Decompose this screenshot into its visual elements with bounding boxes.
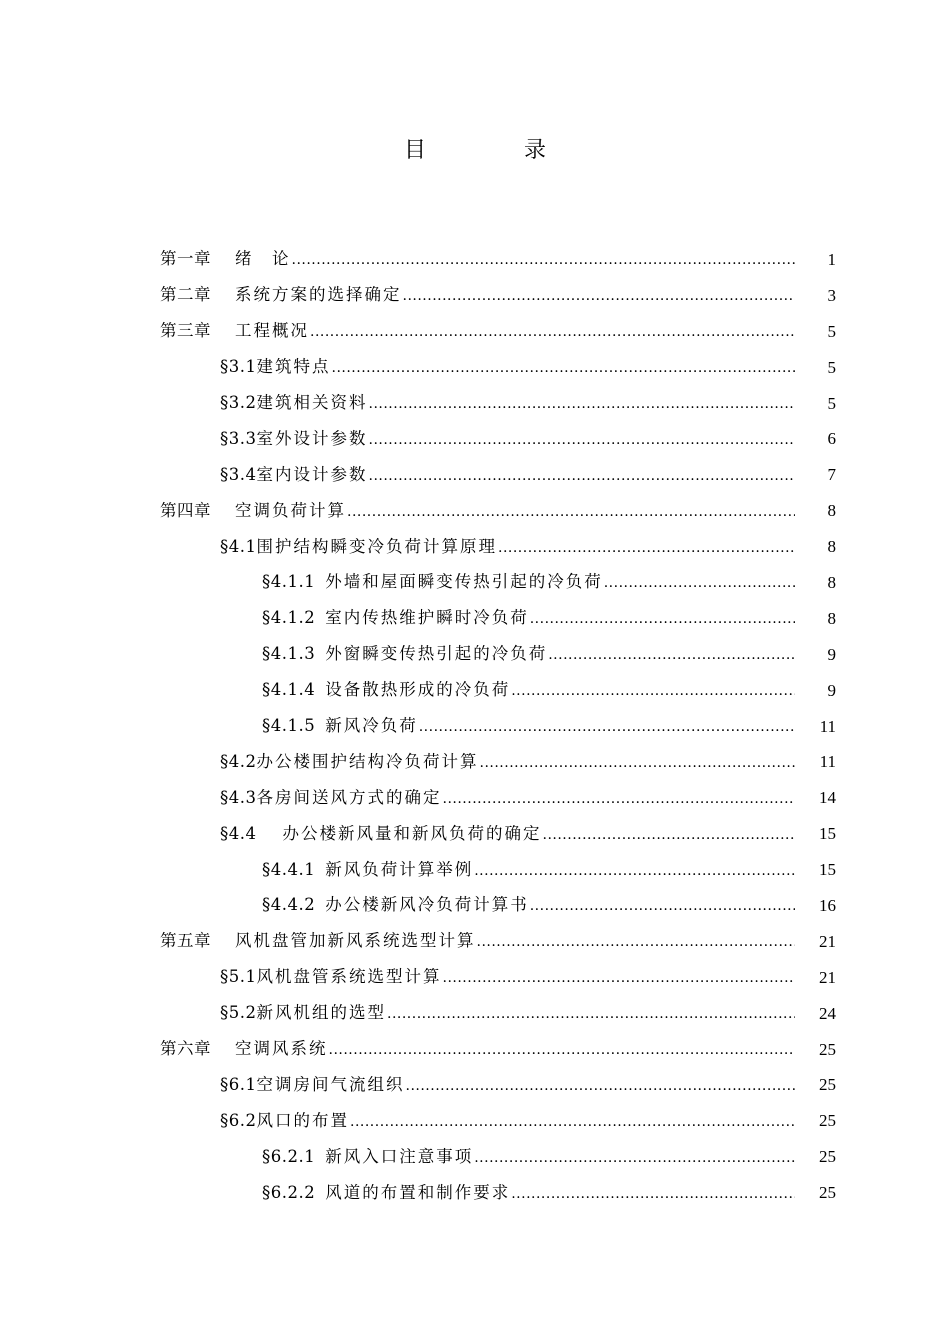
toc-entry-page-number: 3 [827, 285, 836, 305]
toc-entry-number: §4.1.5 [262, 716, 316, 736]
toc-entry-number: §4.4.1 [262, 859, 316, 879]
toc-entry-text [160, 680, 795, 701]
toc-entry-label: 绪 论 [235, 249, 291, 269]
dot-leader [443, 968, 796, 988]
toc-entry-page-number: 8 [827, 572, 836, 592]
dot-leader [369, 466, 796, 486]
toc-entry-text [160, 608, 795, 629]
toc-entry-label: 新风入口注意事项 [325, 1146, 474, 1166]
toc-entry[interactable] [160, 421, 836, 457]
toc-entry-page-number: 25 [819, 1183, 836, 1203]
toc-entry-page-number: 25 [819, 1147, 836, 1167]
toc-entry[interactable] [160, 1175, 836, 1211]
toc-entry-label: 室内设计参数 [256, 464, 368, 484]
toc-entry-text [160, 465, 795, 486]
dot-leader [474, 1148, 795, 1168]
toc-entry-page-number: 1 [827, 249, 836, 269]
toc-entry[interactable] [160, 924, 836, 960]
toc-entry-label: 各房间送风方式的确定 [256, 787, 442, 807]
toc-entry-number: §4.4.2 [262, 895, 316, 915]
toc-entry-label: 空调房间气流组织 [256, 1074, 405, 1094]
toc-entry-text [160, 393, 795, 414]
toc-entry[interactable] [160, 350, 836, 386]
dot-leader [406, 1076, 796, 1096]
toc-entry[interactable] [160, 673, 836, 709]
toc-entry-label: 办公楼新风冷负荷计算书 [325, 895, 529, 915]
toc-entry-number: §4.3 [220, 787, 257, 807]
dot-leader [347, 502, 795, 522]
toc-entry-label: 风机盘管加新风系统选型计算 [235, 931, 476, 951]
dot-leader [332, 358, 796, 378]
toc-entry-page-number: 9 [827, 644, 836, 664]
toc-entry-text [160, 285, 795, 306]
dot-leader [477, 932, 796, 952]
toc-entry-number: §6.1 [220, 1074, 257, 1094]
toc-entry-number: §3.4 [220, 464, 257, 484]
toc-entry-label: 新风机组的选型 [256, 1003, 386, 1023]
dot-leader [387, 1004, 795, 1024]
toc-entry-page-number: 9 [827, 680, 836, 700]
toc-entry-label: 办公楼围护结构冷负荷计算 [256, 751, 479, 771]
toc-entry-number: 第四章 [160, 500, 211, 520]
toc-entry-number: §4.1.4 [262, 680, 316, 700]
toc-entry[interactable] [160, 1139, 836, 1175]
toc-entry-label: 办公楼新风量和新风负荷的确定 [282, 823, 542, 843]
toc-entry-number: §4.4 [220, 823, 257, 843]
dot-leader [530, 896, 795, 916]
dot-leader [292, 250, 796, 270]
toc-entry-label: 外窗瞬变传热引起的冷负荷 [325, 644, 548, 664]
toc-entry-text [160, 1147, 795, 1168]
toc-entry-number: 第三章 [160, 321, 211, 341]
toc-entry-label: 室外设计参数 [256, 428, 368, 448]
toc-entry-text [160, 429, 795, 450]
toc-entry-label: 室内传热维护瞬时冷负荷 [325, 608, 529, 628]
toc-entry-number: §5.1 [220, 967, 257, 987]
toc-entry[interactable] [160, 852, 836, 888]
toc-entry-page-number: 15 [819, 860, 836, 880]
toc-entry[interactable] [160, 744, 836, 780]
toc-entry-number: §6.2.1 [262, 1146, 316, 1166]
dot-leader [604, 573, 795, 593]
toc-entry-text [160, 931, 795, 952]
toc-entry-page-number: 25 [819, 1075, 836, 1095]
toc-entry-label: 设备散热形成的冷负荷 [325, 680, 511, 700]
toc-entry-page-number: 21 [819, 931, 836, 951]
dot-leader [511, 681, 795, 701]
toc-entry-number: §4.2 [220, 751, 257, 771]
toc-entry[interactable] [160, 493, 836, 529]
toc-entry-number: 第六章 [160, 1039, 211, 1059]
toc-title: 目 录 [403, 138, 584, 163]
toc-entry-text [160, 788, 795, 809]
dot-leader [511, 1184, 795, 1204]
toc-entry-number: 第一章 [160, 249, 211, 269]
toc-entry-text [160, 860, 795, 881]
toc-entry-number: §3.3 [220, 428, 257, 448]
toc-entry-page-number: 6 [827, 429, 836, 449]
toc-entry-number: §4.1.2 [262, 608, 316, 628]
dot-leader [480, 753, 796, 773]
toc-entry-label: 建筑特点 [256, 357, 331, 377]
toc-entry[interactable] [160, 1103, 836, 1139]
toc-entry-page-number: 24 [819, 1003, 836, 1023]
toc-entry-label: 空调风系统 [235, 1039, 328, 1059]
toc-entry-text [160, 824, 795, 845]
toc-entry-number: 第五章 [160, 931, 211, 951]
toc-entry-number: §6.2 [220, 1110, 257, 1130]
toc-entry[interactable] [160, 457, 836, 493]
toc-entry-page-number: 11 [819, 716, 836, 736]
dot-leader [498, 538, 795, 558]
toc-entry[interactable] [160, 960, 836, 996]
toc-entry-label: 空调负荷计算 [235, 500, 346, 520]
toc-entry-page-number: 15 [819, 824, 836, 844]
toc-entry-label: 系统方案的选择确定 [235, 285, 402, 305]
dot-leader [548, 645, 795, 665]
dot-leader [419, 717, 795, 737]
toc-entry-number: 第二章 [160, 285, 211, 305]
toc-entry-text [160, 357, 795, 378]
toc-entry[interactable] [160, 242, 836, 278]
toc-entry-number: §5.2 [220, 1003, 257, 1023]
toc-entry[interactable] [160, 816, 836, 852]
toc-entry-label: 新风冷负荷 [325, 716, 418, 736]
dot-leader [443, 789, 796, 809]
toc-entry-label: 外墙和屋面瞬变传热引起的冷负荷 [325, 572, 603, 592]
toc-entry-number: §3.1 [220, 357, 257, 377]
toc-entry[interactable] [160, 888, 836, 924]
toc-entry-page-number: 21 [819, 967, 836, 987]
toc-entry[interactable] [160, 278, 836, 314]
toc-entry[interactable] [160, 1067, 836, 1103]
toc-entry-text [160, 716, 795, 737]
toc-entry-label: 风口的布置 [256, 1110, 349, 1130]
toc-entry-label: 工程概况 [235, 321, 309, 341]
toc-entry-text [160, 1183, 795, 1204]
toc-entry-text [160, 572, 795, 593]
toc-entry-page-number: 25 [819, 1039, 836, 1059]
toc-entry-text [160, 1039, 795, 1060]
toc-entry-page-number: 11 [819, 752, 836, 772]
toc-entry[interactable] [160, 314, 836, 350]
toc-entry-number: §4.1 [220, 536, 257, 556]
dot-leader [329, 1040, 796, 1060]
toc-entry[interactable] [160, 637, 836, 673]
toc-entry-page-number: 8 [827, 537, 836, 557]
toc-entry-label: 风道的布置和制作要求 [325, 1182, 511, 1202]
toc-entry-page-number: 7 [827, 465, 836, 485]
toc-entry[interactable] [160, 601, 836, 637]
toc-entry-text [160, 644, 795, 665]
table-of-contents [160, 242, 836, 1211]
toc-entry-text [160, 321, 795, 342]
toc-entry-number: §4.1.1 [262, 572, 316, 592]
toc-entry-page-number: 16 [819, 895, 836, 915]
toc-entry-number: §4.1.3 [262, 644, 316, 664]
toc-entry-text [160, 501, 795, 522]
toc-entry[interactable] [160, 709, 836, 745]
toc-entry-page-number: 5 [827, 321, 836, 341]
toc-entry-page-number: 5 [827, 357, 836, 377]
toc-entry-number: §3.2 [220, 393, 257, 412]
toc-entry-label: 建筑相关资料 [256, 393, 368, 412]
toc-entry-page-number: 14 [819, 788, 836, 808]
dot-leader [350, 1112, 795, 1132]
toc-entry[interactable] [160, 780, 836, 816]
toc-entry-text [160, 967, 795, 988]
toc-entry-text [160, 752, 795, 773]
dot-leader [403, 286, 796, 306]
toc-entry-text [160, 249, 795, 270]
toc-entry[interactable] [160, 996, 836, 1032]
dot-leader [369, 394, 796, 414]
toc-entry-label: 新风负荷计算举例 [325, 859, 474, 879]
toc-entry[interactable] [160, 565, 836, 601]
toc-entry-page-number: 5 [827, 393, 836, 413]
dot-leader [543, 825, 796, 845]
toc-entry-page-number: 8 [827, 608, 836, 628]
toc-entry[interactable] [160, 1032, 836, 1068]
dot-leader [530, 609, 795, 629]
toc-entry-label: 围护结构瞬变冷负荷计算原理 [256, 536, 497, 556]
toc-entry-text [160, 895, 795, 916]
toc-entry-text [160, 1111, 795, 1132]
dot-leader [369, 430, 796, 450]
toc-entry-page-number: 25 [819, 1111, 836, 1131]
toc-entry[interactable] [160, 529, 836, 565]
toc-entry-text [160, 1003, 795, 1024]
dot-leader [310, 322, 795, 342]
toc-entry-text [160, 1075, 795, 1096]
toc-entry-number: §6.2.2 [262, 1182, 316, 1202]
toc-entry-text [160, 537, 795, 558]
toc-entry-label: 风机盘管系统选型计算 [256, 967, 442, 987]
toc-entry[interactable] [160, 386, 836, 422]
toc-entry-page-number: 8 [827, 501, 836, 521]
dot-leader [474, 861, 795, 881]
